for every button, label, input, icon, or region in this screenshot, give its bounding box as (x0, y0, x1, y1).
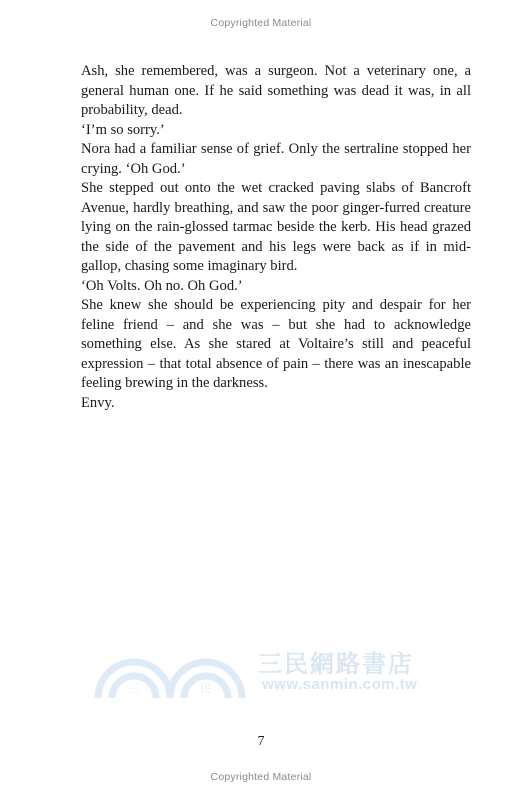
paragraph: She knew she should be experiencing pity and despair for her feline friend – and she was – but she had to acknowledge something else. As she stared at Voltaire’s still and peaceful expression – that total absence of pain – there was an inescapable feeling brewing in the darkness. (81, 297, 471, 391)
watermark-char-left: 三 (128, 682, 139, 695)
body-text (81, 62, 471, 413)
copyright-banner-bottom: Copyrighted Material (210, 771, 312, 783)
paragraph: Nora had a familiar sense of grief. Only the sertraline stopped her crying. ‘Oh God.’ (81, 141, 471, 177)
paragraph: She stepped out onto the wet cracked paving slabs of Bancroft Avenue, hardly breathing, and saw the poor ginger-furred creature lying on the rain-glossed tarmac beside the kerb. His head grazed the side of the pavement and his legs were back as if in mid-gallop, chasing some imaginary bird. (81, 180, 471, 274)
copyright-banner-top: Copyrighted Material (210, 17, 312, 29)
watermark-char-right: 民 (200, 682, 211, 695)
page-number: 7 (257, 734, 265, 749)
paragraph: Envy. (81, 394, 115, 411)
watermark-title: 三民網路書店 (258, 650, 414, 678)
paragraph: ‘Oh Volts. Oh no. Oh God.’ (81, 277, 243, 294)
watermark-url: www.sanmin.com.tw (262, 676, 418, 693)
arches-logo-icon (90, 640, 250, 698)
paragraph: ‘I’m so sorry.’ (81, 121, 165, 138)
paragraph: Ash, she remembered, was a surgeon. Not a veterinary one, a general human one. If he said something was dead it was, in all probability, dead. (81, 63, 471, 118)
sanmin-watermark (90, 640, 440, 700)
